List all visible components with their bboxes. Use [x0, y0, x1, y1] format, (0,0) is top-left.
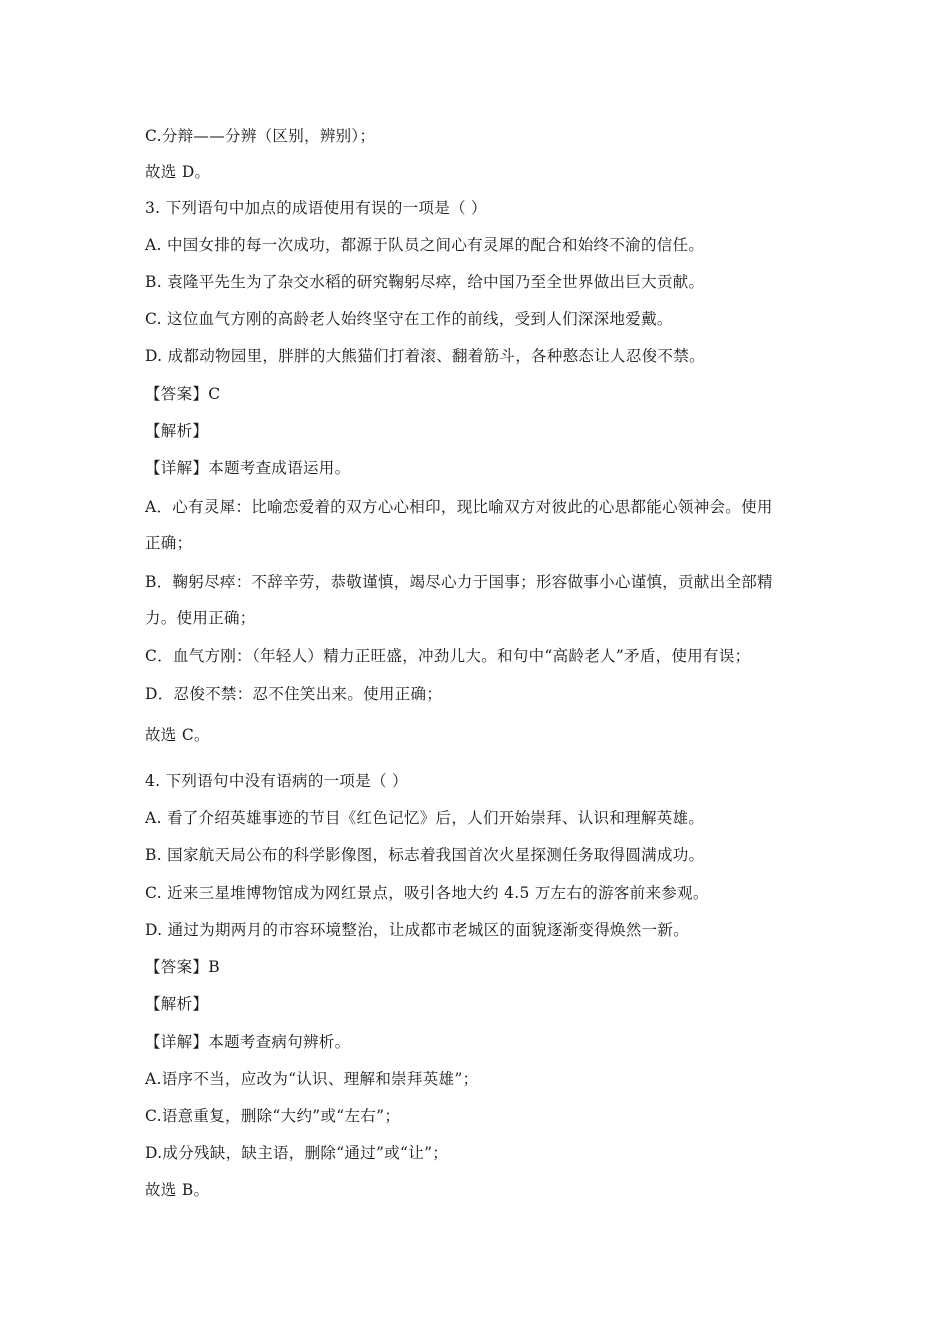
question-3-detail-b-cont: 力。使用正确； — [145, 609, 256, 627]
text-line-conclusion-q2: 故选 D。 — [145, 163, 211, 181]
question-3-stem: 3. 下列语句中加点的成语使用有误的一项是（ ） — [145, 199, 487, 217]
question-3-analysis-heading: 【解析】 — [145, 422, 209, 440]
question-4-analysis-heading: 【解析】 — [145, 995, 209, 1013]
question-4-detail-a: A.语序不当，应改为“认识、理解和崇拜英雄”； — [145, 1070, 479, 1088]
question-3-option-c: C. 这位血气方刚的高龄老人始终坚守在工作的前线，受到人们深深地爱戴。 — [145, 310, 673, 328]
question-3-detail-a-cont: 正确； — [145, 534, 193, 552]
question-3-detail-b: B．鞠躬尽瘁：不辞辛劳，恭敬谨慎，竭尽心力于国事；形容做事小心谨慎，贡献出全部精 — [145, 573, 773, 591]
question-4-option-b: B. 国家航天局公布的科学影像图，标志着我国首次火星探测任务取得圆满成功。 — [145, 846, 705, 864]
question-4-answer: 【答案】B — [145, 958, 220, 976]
text-line-option-c-previous: C.分辩——分辨（区别，辨别）； — [145, 127, 376, 145]
question-3-option-a: A. 中国女排的每一次成功，都源于队员之间心有灵犀的配合和始终不渝的信任。 — [145, 236, 705, 254]
question-4-detail-c: C.语意重复，删除“大约”或“左右”； — [145, 1107, 401, 1125]
question-4-option-c: C. 近来三星堆博物馆成为网红景点，吸引各地大约 4.5 万左右的游客前来参观。 — [145, 884, 709, 902]
question-3-detail-a: A．心有灵犀：比喻恋爱着的双方心心相印，现比喻双方对彼此的心思都能心领神会。使用 — [145, 498, 773, 516]
question-4-option-a: A. 看了介绍英雄事迹的节目《红色记忆》后，人们开始崇拜、认识和理解英雄。 — [145, 809, 705, 827]
question-4-stem: 4. 下列语句中没有语病的一项是（ ） — [145, 772, 408, 790]
question-3-detail-d: D．忍俊不禁：忍不住笑出来。使用正确； — [145, 685, 443, 703]
question-3-answer: 【答案】C — [145, 385, 221, 403]
question-3-detail-heading: 【详解】本题考查成语运用。 — [145, 459, 351, 477]
question-4-detail-heading: 【详解】本题考查病句辨析。 — [145, 1033, 351, 1051]
question-4-option-d: D. 通过为期两月的市容环境整治，让成都市老城区的面貌逐渐变得焕然一新。 — [145, 921, 690, 939]
question-3-option-d: D. 成都动物园里，胖胖的大熊猫们打着滚、翻着筋斗，各种憨态让人忍俊不禁。 — [145, 347, 705, 365]
question-3-conclusion: 故选 C。 — [145, 726, 210, 744]
question-4-conclusion: 故选 B。 — [145, 1181, 210, 1199]
question-4-detail-d: D.成分残缺，缺主语，删除“通过”或“让”； — [145, 1144, 449, 1162]
question-3-option-b: B. 袁隆平先生为了杂交水稻的研究鞠躬尽瘁，给中国乃至全世界做出巨大贡献。 — [145, 273, 705, 291]
question-3-detail-c: C．血气方刚：（年轻人）精力正旺盛，冲劲儿大。和句中“高龄老人”矛盾，使用有误； — [145, 647, 751, 665]
